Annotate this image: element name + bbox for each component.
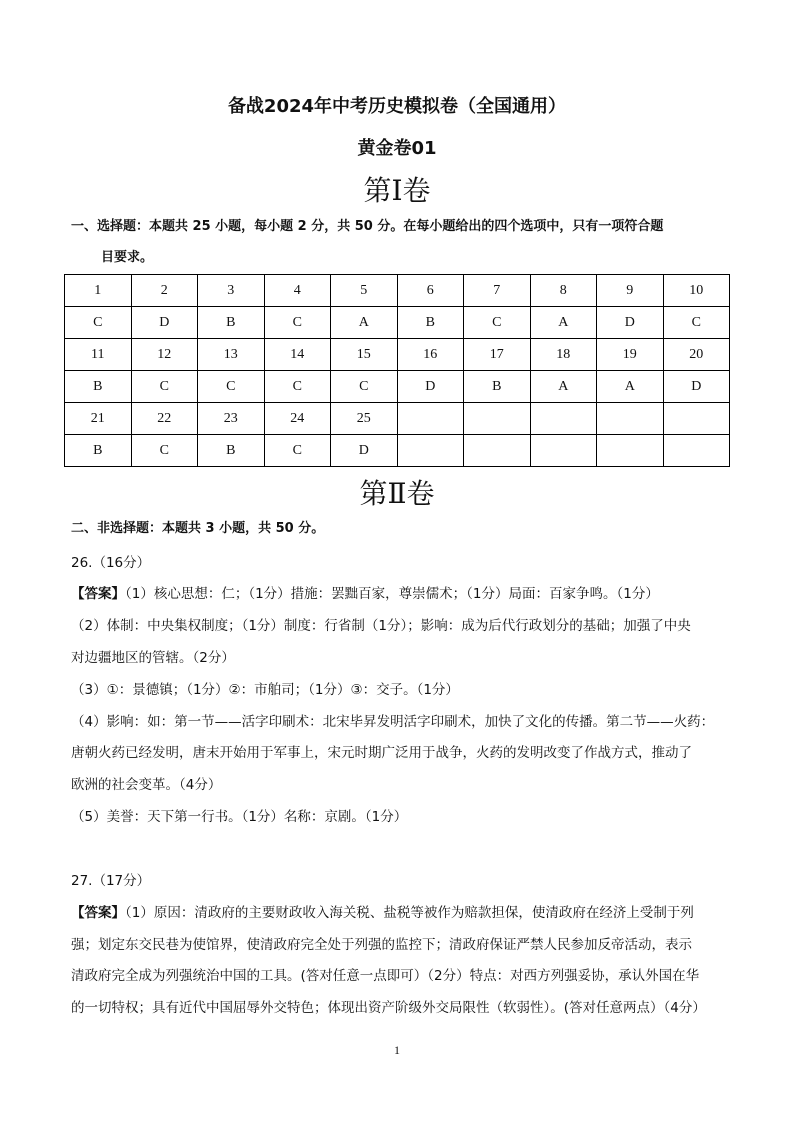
table-cell: C [131,371,198,403]
table-cell: 5 [331,275,398,307]
q27-answer-1-line4: 的一切特权；具有近代中国屈辱外交特色；体现出资产阶级外交局限性（软弱性）。(答对任意两点）（4分） [71,1000,706,1016]
q26-answer-2-line1: （2）体制：中央集权制度；（1分）制度：行省制（1分）；影响：成为后代行政划分的基础；加强了中央 [71,618,691,634]
table-row [65,371,730,403]
table-cell: 15 [331,339,398,371]
section2-instructions: 二、非选择题：本题共 3 小题，共 50 分。 [71,521,325,536]
table-cell: D [397,371,464,403]
table-cell: 24 [264,403,331,435]
table-cell: 14 [264,339,331,371]
table-cell [397,435,464,467]
table-cell [597,403,664,435]
table-cell: 13 [198,339,265,371]
section1-instructions-line1: 一、选择题：本题共 25 小题，每小题 2 分，共 50 分。在每小题给出的四个选项中，只有一项符合题 [71,219,664,234]
part2-heading: 第Ⅱ卷 [359,477,435,510]
q26-answer-5: （5）美誉：天下第一行书。（1分）名称：京剧。（1分） [71,809,408,825]
answer-tag: 【答案】 [71,586,125,602]
table-cell: 6 [397,275,464,307]
q26-answer-1 [71,582,731,602]
q26-a1-text: （1）核心思想：仁；（1分）措施：罢黜百家，尊崇儒术；（1分）局面：百家争鸣。（1分） [125,586,659,602]
table-cell: B [65,435,132,467]
table-row [65,307,730,339]
table-cell: 3 [198,275,265,307]
q26-answer-4-line3: 欧洲的社会变革。（4分） [71,777,222,793]
table-cell: 12 [131,339,198,371]
q27-a1-text: （1）原因：清政府的主要财政收入海关税、盐税等被作为赔款担保，使清政府在经济上受制于列 [125,905,694,921]
table-cell: 19 [597,339,664,371]
table-cell: A [530,307,597,339]
section1-instructions-line2: 目要求。 [101,250,154,265]
table-cell: C [464,307,531,339]
table-cell: 20 [663,339,730,371]
table-cell: 25 [331,403,398,435]
q26-answer-4-line2: 唐朝火药已经发明，唐末开始用于军事上，宋元时期广泛用于战争，火药的发明改变了作战方式，推动了 [71,745,692,761]
table-cell: 16 [397,339,464,371]
table-cell: A [331,307,398,339]
document-subtitle: 黄金卷01 [357,138,437,159]
table-cell: D [663,371,730,403]
table-cell [597,435,664,467]
q26-answer-2-line2: 对边疆地区的管辖。（2分） [71,650,235,666]
table-cell: D [597,307,664,339]
table-row [65,339,730,371]
table-cell: B [464,371,531,403]
table-cell: 7 [464,275,531,307]
table-cell: A [530,371,597,403]
table-cell: 9 [597,275,664,307]
table-cell: D [131,307,198,339]
table-cell: 10 [663,275,730,307]
table-cell: 8 [530,275,597,307]
table-cell: C [198,371,265,403]
q27-answer-1-line2: 强；划定东交民巷为使馆界，使清政府完全处于列强的监控下；清政府保证严禁人民参加反帝活动，表示 [71,937,692,953]
table-cell [663,403,730,435]
table-cell: B [198,435,265,467]
table-cell: B [397,307,464,339]
table-row [65,403,730,435]
table-cell: 22 [131,403,198,435]
table-cell: C [264,307,331,339]
q27-answer-1-line1 [71,901,731,921]
q27-answer-1-line3: 清政府完全成为列强统治中国的工具。(答对任意一点即可）（2分）特点：对西方列强妥协，承认外国在华 [71,968,700,984]
table-cell: 23 [198,403,265,435]
table-cell: 11 [65,339,132,371]
table-cell [464,435,531,467]
table-row [65,275,730,307]
q26-answer-3: （3）①：景德镇；（1分）②：市舶司；（1分）③：交子。（1分） [71,682,459,698]
table-cell: C [264,435,331,467]
table-cell: B [198,307,265,339]
table-cell: C [663,307,730,339]
table-row [65,435,730,467]
q27-label: 27.（17分） [71,873,151,889]
table-cell: B [65,371,132,403]
table-cell: C [65,307,132,339]
table-cell: A [597,371,664,403]
part1-heading: 第Ⅰ卷 [363,174,431,207]
table-cell [464,403,531,435]
table-cell: C [131,435,198,467]
table-cell: 4 [264,275,331,307]
table-cell [530,435,597,467]
table-cell: 18 [530,339,597,371]
table-cell: D [331,435,398,467]
table-cell: C [264,371,331,403]
document-title: 备战2024年中考历史模拟卷（全国通用） [227,96,567,117]
table-cell [530,403,597,435]
table-cell: 2 [131,275,198,307]
q26-answer-4-line1: （4）影响：如：第一节——活字印刷术：北宋毕昇发明活字印刷术，加快了文化的传播。第二节——火药： [71,714,715,730]
table-cell [397,403,464,435]
answer-tag: 【答案】 [71,905,125,921]
section1-instructions [71,211,731,273]
table-cell: 1 [65,275,132,307]
answer-table [64,274,730,467]
table-cell: 21 [65,403,132,435]
q26-label: 26.（16分） [71,555,151,571]
table-cell: 17 [464,339,531,371]
page-number: 1 [394,1043,400,1057]
table-cell: C [331,371,398,403]
table-cell [663,435,730,467]
